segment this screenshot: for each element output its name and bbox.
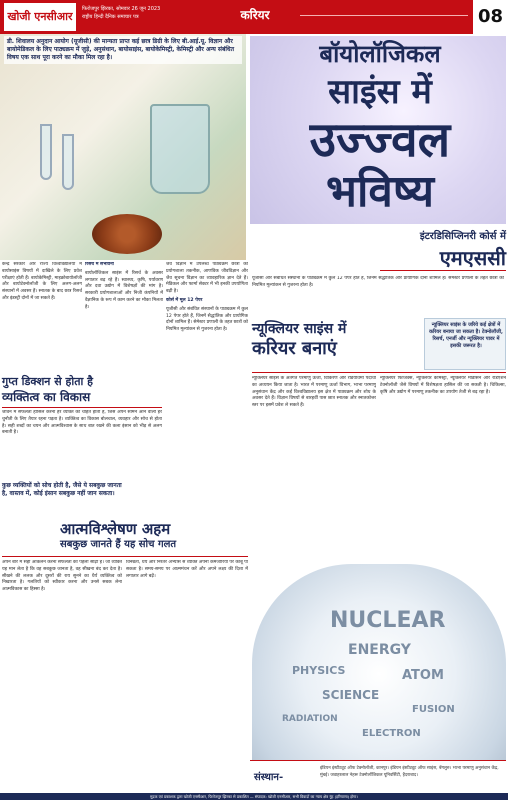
page-number: 08 — [470, 0, 508, 34]
globe-word: PHYSICS — [292, 664, 346, 677]
msc-subhead: इंटरडिसिप्लिनरी कोर्स में — [419, 231, 506, 242]
article-paragraph: जीवन में सफलता हासिल करना हर व्यक्ति की चाहत होती है, जिसे अपने सामने आने वाली हर चुनौती के लिए तैयार रहना पड़ता है। व्यक्तित्व का विकास बोलचाल, व्यवहार और सोच से होता है। सही शब्दों का चयन और आत्मविश्वास के साथ बात रखने की कला इंसान को भीड़ से अलग बनाती है। — [2, 410, 162, 436]
institutes-box — [250, 760, 506, 794]
test-tube-illustration — [40, 124, 52, 180]
nuclear-side-note: न्यूक्लियर साइंस के जरिये कई क्षेत्रों में करियर बनाया जा सकता है। टेक्नोलॉजी, रिसर्च, एनर्जी और न्यूक्लियर पावर में इसकी जरूरत है। — [429, 322, 503, 349]
pull-quote: कुछ व्यक्तियों को सोच होती है, जैसे ये सबकुछ जानता है, वास्तव में, कोई इंसान सबकुछ नहीं जान सकता। — [2, 482, 122, 497]
msc-body — [252, 276, 504, 316]
article-paragraph: विनम्रता, धैर्य और निरंतर अभ्यास से व्यक्ति अपनी कमजोरियों पर काबू पा सकता है। समय-समय पर आत्ममंथन करें और अपने लक्ष्य की दिशा में लगातार आगे बढ़ें। — [126, 560, 248, 579]
headline-line-4: भविष्य — [326, 166, 434, 217]
divider-rule — [2, 556, 248, 557]
nuclear-body-col-2 — [380, 376, 506, 562]
column-subhead: रिसर्च में संभावना — [85, 262, 114, 267]
article-paragraph: न्यूक्लियर साइंस के अंतर्गत परमाणु ऊर्जा, विकिरण और रेडियोधर्मी पदार्थों का अध्ययन किया जाता है। भारत में परमाणु ऊर्जा विभाग, भाभा परमाणु अनुसंधान केंद्र और कई विश्वविद्यालय इस क्षेत्र में पाठ्यक्रम और शोध के अवसर देते हैं। विज्ञान विषयों से बारहवीं पास छात्र स्नातक और स्नातकोत्तर स्तर पर इसमें प्रवेश ले सकते हैं। — [252, 376, 376, 409]
globe-word: FUSION — [412, 704, 455, 715]
masthead: खोजी एनसीआर — [4, 3, 76, 31]
institutes-list: इंडियन इंस्टीट्यूट ऑफ टेक्नोलॉजी, कानपुर। इंडियन इंस्टीट्यूट ऑफ साइंस, बेंगलुरु। भाभा परमाणु अनुसंधान केंद्र, मुंबई। जवाहरलाल नेहरू टेक्नोलॉजिकल यूनिवर्सिटी, हैदराबाद। — [320, 766, 499, 778]
personality-heading-1: गुप्त डिक्शन से होता है — [2, 375, 93, 388]
globe-word: SCIENCE — [322, 688, 380, 702]
article-paragraph: अपने बारे में सही आकलन करना सफलता की पहली सीढ़ी है। जो व्यक्ति यह मान लेता है कि वह सबकुछ जानता है, वह सीखना बंद कर देता है। सीखने की ललक और दूसरों की राय सुनने का धैर्य व्यक्तित्व को निखारता है। गलतियों को स्वीकार करना और उनसे सबक लेना आत्मविकास का हिस्सा है। — [2, 560, 122, 593]
page-header — [0, 0, 508, 34]
page-footer: मुद्रक एवं प्रकाशक द्वारा खोजी एनसीआर, फिरोजपुर झिरका से प्रकाशित — संपादक: खोजी एनसीआर, सभी विवादों का न्याय क्षेत्र नूंह (हरियाणा) होगा। — [0, 793, 508, 800]
globe-word: ENERGY — [348, 642, 411, 658]
dateline — [82, 5, 222, 21]
globe-word: ATOM — [402, 668, 444, 683]
test-tube-illustration — [62, 134, 74, 190]
article-paragraph: केन्द्र सरकार और राज्य विश्वविद्यालयों में बायोसाइंस विषयों में दाखिले के लिए प्रवेश परीक्षाएं होती हैं। बायोकेमिस्ट्री, माइक्रोबायोलॉजी और बायोटेक्नोलॉजी के लिए अलग-अलग संस्थानों में अवसर हैं। स्नातक के बाद छात्र रिसर्च और इंडस्ट्री दोनों में जा सकते हैं। — [2, 262, 82, 301]
confidence-body-col-1 — [2, 560, 122, 790]
lead-intro: डी. शिवालय अनुदान आयोग (यूजीसी) की मान्यता प्राप्त कई छात्र डिग्री के लिए बी.आई.यू. विज्ञान और बायोमेडिकल के लिए पाठ्यक्रम में जुड़े, अनुसंधान, बायोसाइंस, बायोकेमिस्ट्री, केमिस्ट्री और अन्य संबंधित विषय एक साथ पूरा करने का मौका मिल रहा है। — [4, 36, 242, 64]
flask-illustration — [150, 104, 210, 194]
article-column-1 — [2, 262, 82, 372]
header-rule — [300, 15, 468, 16]
globe-word: NUCLEAR — [330, 608, 446, 633]
divider-rule — [380, 270, 506, 271]
nuclear-body-col-1 — [252, 376, 376, 562]
headline-line-3: उज्ज्वल — [309, 112, 451, 168]
article-paragraph: यूजीसी और संबंधित संस्थानों के पाठ्यक्रम में कुल 12 पेपर होते हैं, जिनमें सैद्धांतिक और प्रायोगिक दोनों शामिल हैं। सेमेस्टर प्रणाली के तहत छात्रों को नियमित मूल्यांकन से गुजरना होता है। — [166, 306, 248, 333]
nuclear-heading-2: करियर बनाएं — [252, 338, 337, 359]
globe-word: RADIATION — [282, 714, 338, 724]
confidence-heading-2: सबकुछ जानते हैं यह सोच गलत — [60, 539, 177, 550]
nuclear-globe-graphic — [252, 564, 506, 764]
article-column-3 — [166, 262, 248, 372]
article-paragraph: यूजीसी और संबंधित संस्थानों के पाठ्यक्रम में कुल 12 पेपर होते हैं, जिनमें सैद्धांतिक और प्रायोगिक दोनों शामिल हैं। सेमेस्टर प्रणाली के तहत छात्रों को नियमित मूल्यांकन से गुजरना होता है। — [252, 276, 504, 288]
article-paragraph: न्यूक्लियर फिजिक्स, न्यूक्लियर केमिस्ट्री, न्यूक्लियर मेडिसिन और रेडिएशन टेक्नोलॉजी जैसे विषयों में विशेषज्ञता हासिल की जा सकती है। चिकित्सा, कृषि और उद्योग में परमाणु तकनीक का उपयोग तेजी से बढ़ रहा है। — [380, 376, 506, 395]
lab-photo — [0, 34, 246, 260]
globe-word: ELECTRON — [362, 728, 421, 739]
confidence-body-col-2 — [126, 560, 248, 790]
article-paragraph: जैव विज्ञान में उपलब्ध पाठ्यक्रम छात्रों को प्रयोगशाला तकनीक, आणविक जीवविज्ञान और जैव सूचना विज्ञान का व्यावहारिक ज्ञान देते हैं। मेडिकल और फार्मा सेक्टर में भी इनकी उपयोगिता बढ़ी है। — [166, 262, 248, 295]
column-subhead: कोर्स में मूल 12 पेपर — [166, 297, 203, 303]
nuclear-side-note-box — [424, 318, 506, 370]
divider-rule — [252, 372, 506, 373]
nuclear-heading-1: न्यूक्लियर साइंस में — [252, 321, 347, 337]
headline-line-1: बॉयोलॉजिकल — [319, 39, 441, 68]
msc-heading: एमएससी — [439, 246, 506, 270]
dateline-date: फिरोजपुर झिरका, सोमवार 26 जून 2023 — [82, 6, 161, 12]
dateline-tagline: राष्ट्रीय हिन्दी दैनिक समाचार पत्र — [82, 14, 139, 20]
confidence-heading-1: आत्मविश्लेषण अहम — [60, 520, 171, 538]
article-paragraph: बायोलॉजिकल साइंस में रिसर्च के अवसर लगातार बढ़ रहे हैं। स्वास्थ्य, कृषि, पर्यावरण और दवा उद्योग में विशेषज्ञों की मांग है। सरकारी प्रयोगशालाओं और निजी कंपनियों में वैज्ञानिक के रूप में काम करने का मौका मिलता है। — [85, 270, 163, 310]
personality-body — [2, 410, 162, 480]
divider-rule — [2, 407, 162, 408]
article-column-2 — [85, 262, 163, 372]
pellet-pile-illustration — [92, 214, 162, 254]
headline-line-2: साइंस में — [328, 72, 432, 112]
personality-heading-2: व्यक्तित्व का विकास — [2, 390, 91, 404]
section-title: करियर — [240, 8, 270, 22]
institutes-label: संस्थान- — [254, 772, 284, 783]
